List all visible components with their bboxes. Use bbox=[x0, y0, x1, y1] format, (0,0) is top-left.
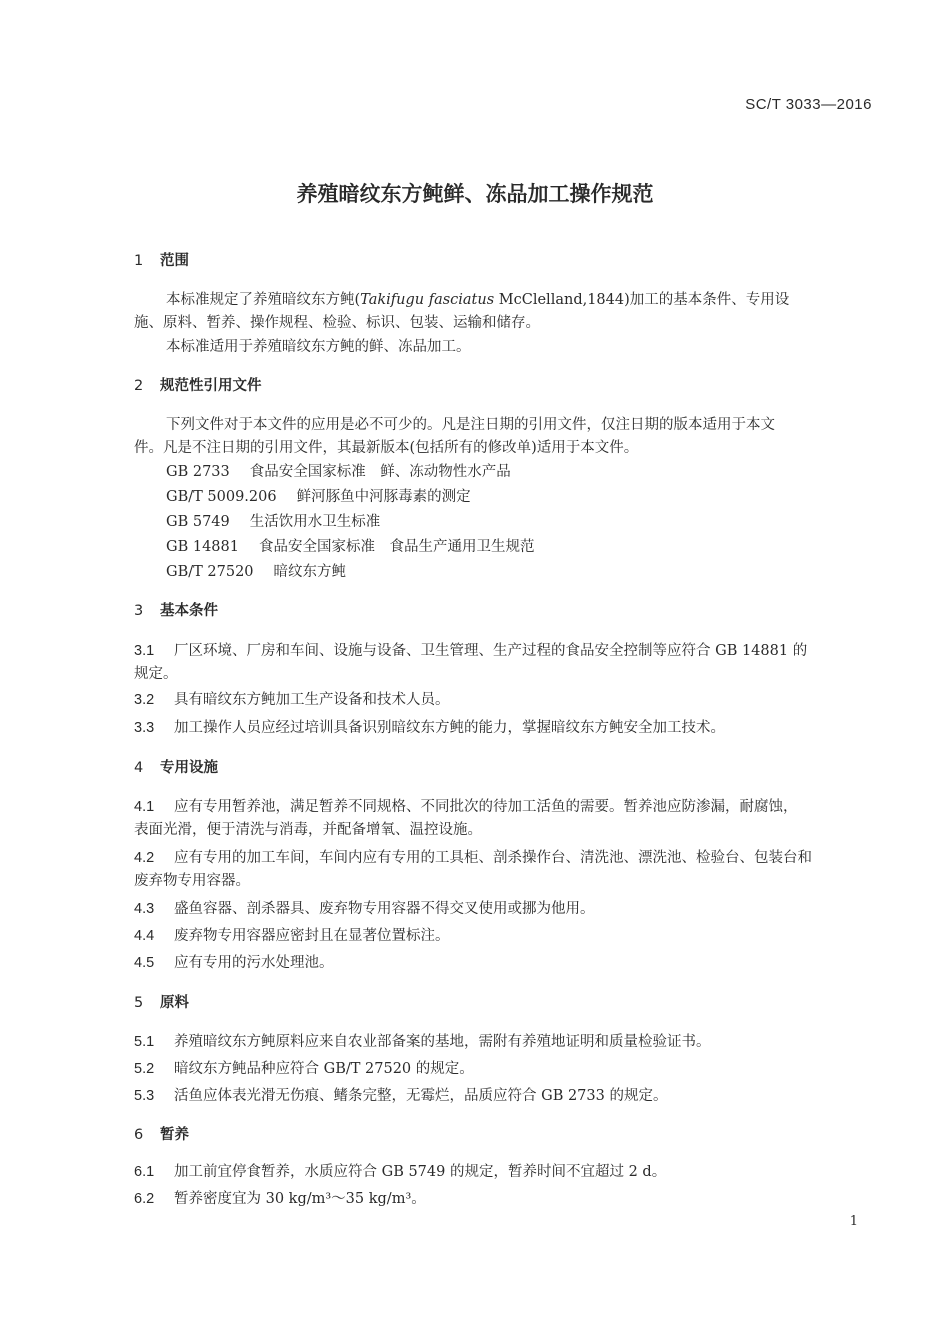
reference-item bbox=[166, 486, 471, 509]
clause-4-1 bbox=[134, 796, 798, 819]
text: 本标准规定了养殖暗纹东方鲀( bbox=[166, 292, 361, 308]
clause-4-4 bbox=[134, 925, 450, 948]
reference-item bbox=[166, 511, 380, 534]
paragraph: 下列文件对于本文件的应用是必不可少的。凡是注日期的引用文件，仅注日期的版本适用于本文 bbox=[166, 417, 775, 433]
section-title: 基本条件 bbox=[160, 603, 218, 619]
clause-number: 4.2 bbox=[134, 850, 155, 866]
clause-3-1 bbox=[134, 640, 807, 663]
clause-5-2 bbox=[134, 1058, 474, 1081]
section-heading-2 bbox=[134, 374, 262, 395]
paragraph-continuation: 件。凡是不注日期的引用文件，其最新版本(包括所有的修改单)适用于本文件。 bbox=[134, 440, 639, 456]
reference-title: 食品安全国家标准 食品生产通用卫生规范 bbox=[258, 539, 535, 555]
text: McClelland,1844)加工的基本条件、专用设 bbox=[494, 292, 790, 308]
paragraph bbox=[166, 289, 789, 312]
clause-text: 暂养密度宜为 30 kg/m³～35 kg/m³。 bbox=[174, 1191, 426, 1207]
clause-6-2 bbox=[134, 1188, 426, 1211]
clause-text: 厂区环境、厂房和车间、设施与设备、卫生管理、生产过程的食品安全控制等应符合 GB 14881 的 bbox=[174, 643, 808, 659]
section-title: 专用设施 bbox=[160, 760, 218, 776]
clause-text: 活鱼应体表光滑无伤痕、鳍条完整，无霉烂，品质应符合 GB 2733 的规定。 bbox=[174, 1088, 668, 1104]
clause-continuation: 表面光滑，便于清洗与消毒，并配备增氧、温控设施。 bbox=[134, 822, 482, 838]
clause-text: 盛鱼容器、剖杀器具、废弃物专用容器不得交叉使用或挪为他用。 bbox=[174, 901, 595, 917]
reference-code: GB/T 27520 bbox=[166, 564, 254, 580]
section-number: 5 bbox=[134, 995, 144, 1011]
clause-number: 3.3 bbox=[134, 720, 155, 736]
clause-4-3 bbox=[134, 898, 595, 921]
clause-text: 暗纹东方鲀品种应符合 GB/T 27520 的规定。 bbox=[174, 1061, 474, 1077]
section-title: 规范性引用文件 bbox=[160, 378, 262, 394]
reference-title: 鲜河豚鱼中河豚毒素的测定 bbox=[296, 489, 471, 505]
section-heading-5 bbox=[134, 991, 189, 1012]
clause-number: 5.1 bbox=[134, 1034, 155, 1050]
clause-number: 6.2 bbox=[134, 1191, 155, 1207]
clause-continuation: 废弃物专用容器。 bbox=[134, 873, 250, 889]
section-number: 2 bbox=[134, 378, 144, 394]
paragraph: 本标准适用于养殖暗纹东方鲀的鲜、冻品加工。 bbox=[166, 339, 471, 355]
clause-number: 4.4 bbox=[134, 928, 155, 944]
section-title: 范围 bbox=[160, 253, 189, 269]
clause-number: 4.5 bbox=[134, 955, 155, 971]
section-title: 原料 bbox=[160, 995, 189, 1011]
reference-title: 食品安全国家标准 鲜、冻动物性水产品 bbox=[249, 464, 511, 480]
reference-code: GB 14881 bbox=[166, 539, 239, 555]
clause-4-5 bbox=[134, 952, 334, 975]
paragraph-continuation: 施、原料、暂养、操作规程、检验、标识、包装、运输和储存。 bbox=[134, 315, 540, 331]
section-heading-3 bbox=[134, 599, 218, 620]
clause-5-3 bbox=[134, 1085, 667, 1108]
reference-code: GB 5749 bbox=[166, 514, 230, 530]
clause-3-2 bbox=[134, 689, 450, 712]
page-number: 1 bbox=[849, 1214, 858, 1229]
section-heading-4 bbox=[134, 756, 218, 777]
clause-number: 3.1 bbox=[134, 643, 155, 659]
section-number: 3 bbox=[134, 603, 144, 619]
clause-5-1 bbox=[134, 1031, 711, 1054]
clause-text: 应有专用的污水处理池。 bbox=[174, 955, 334, 971]
section-heading-1 bbox=[134, 249, 189, 270]
clause-continuation: 规定。 bbox=[134, 666, 178, 682]
species-name: Takifugu fasciatus bbox=[360, 292, 495, 308]
standard-code: SC/T 3033—2016 bbox=[745, 96, 872, 113]
reference-code: GB 2733 bbox=[166, 464, 230, 480]
clause-number: 5.2 bbox=[134, 1061, 155, 1077]
clause-number: 4.1 bbox=[134, 799, 155, 815]
clause-number: 6.1 bbox=[134, 1164, 155, 1180]
clause-text: 养殖暗纹东方鲀原料应来自农业部备案的基地，需附有养殖地证明和质量检验证书。 bbox=[174, 1034, 711, 1050]
section-number: 1 bbox=[134, 253, 144, 269]
reference-item bbox=[166, 561, 346, 584]
reference-title: 暗纹东方鲀 bbox=[273, 564, 347, 580]
clause-text: 应有专用暂养池，满足暂养不同规格、不同批次的待加工活鱼的需要。暂养池应防渗漏，耐腐蚀， bbox=[174, 799, 798, 815]
section-number: 6 bbox=[134, 1127, 144, 1143]
clause-number: 5.3 bbox=[134, 1088, 155, 1104]
clause-text: 加工前宜停食暂养，水质应符合 GB 5749 的规定，暂养时间不宜超过 2 d。 bbox=[174, 1164, 667, 1180]
reference-item bbox=[166, 461, 511, 484]
section-title: 暂养 bbox=[160, 1127, 189, 1143]
clause-6-1 bbox=[134, 1161, 666, 1184]
clause-number: 3.2 bbox=[134, 692, 155, 708]
clause-number: 4.3 bbox=[134, 901, 155, 917]
reference-code: GB/T 5009.206 bbox=[166, 489, 277, 505]
clause-text: 应有专用的加工车间，车间内应有专用的工具柜、剖杀操作台、清洗池、漂洗池、检验台、包装台和 bbox=[174, 850, 812, 866]
reference-title: 生活饮用水卫生标准 bbox=[249, 514, 381, 530]
clause-3-3 bbox=[134, 717, 725, 740]
clause-4-2 bbox=[134, 847, 812, 870]
section-heading-6 bbox=[134, 1123, 189, 1144]
clause-text: 废弃物专用容器应密封且在显著位置标注。 bbox=[174, 928, 450, 944]
section-number: 4 bbox=[134, 760, 144, 776]
reference-item bbox=[166, 536, 534, 559]
document-title: 养殖暗纹东方鲀鲜、冻品加工操作规范 bbox=[296, 182, 654, 206]
clause-text: 加工操作人员应经过培训具备识别暗纹东方鲀的能力，掌握暗纹东方鲀安全加工技术。 bbox=[174, 720, 725, 736]
clause-text: 具有暗纹东方鲀加工生产设备和技术人员。 bbox=[174, 692, 450, 708]
